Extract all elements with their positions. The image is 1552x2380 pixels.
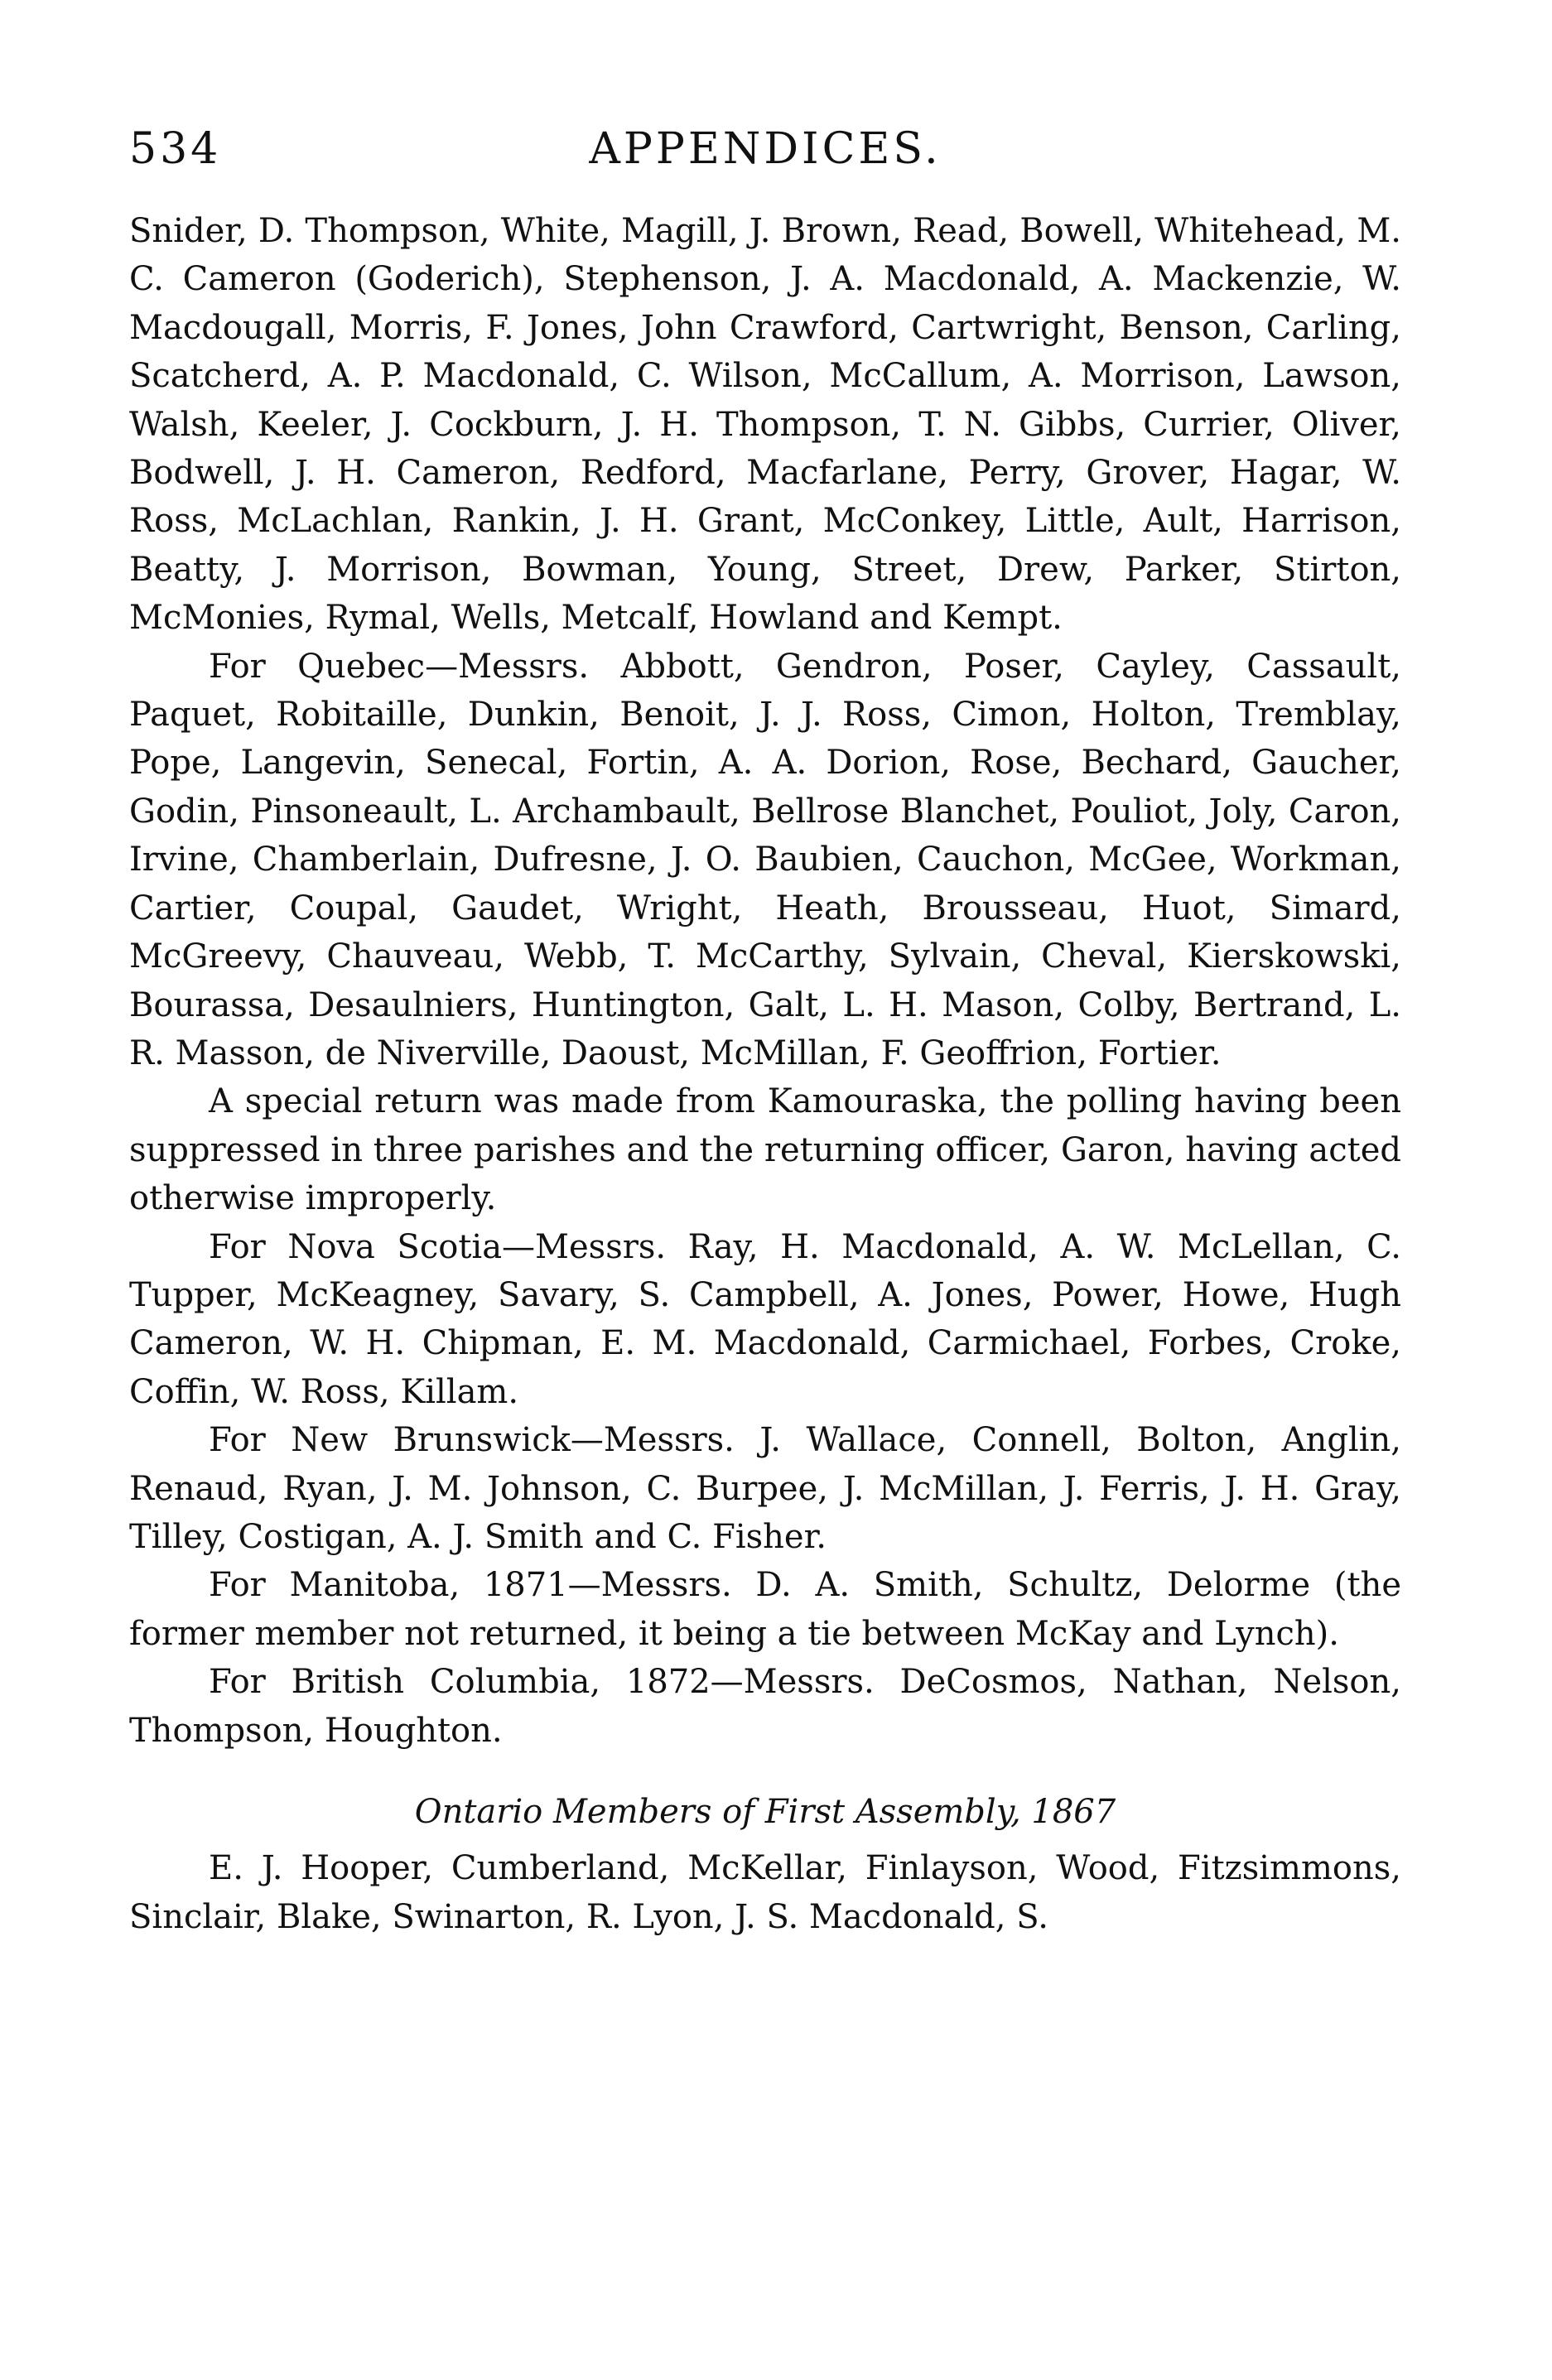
paragraph-british-columbia: For British Columbia, 1872—Messrs. DeCosmos, Nathan, Nelson, Thompson, Houghton.	[129, 1663, 1401, 1750]
paragraph-nova-scotia: For Nova Scotia—Messrs. Ray, H. Macdonald, A. W. McLellan, C. Tupper, McKeagney, Savary, S. Campbell, A. Jones, Power, Howe, Hugh Cameron, W. H. Chipman, E. M. Macdonald, Carmichael, Forbes, Croke, Coffin, W. Ross, Killam.	[129, 1227, 1401, 1411]
running-head: APPENDICES.	[589, 124, 942, 174]
paragraph-quebec: For Quebec—Messrs. Abbott, Gendron, Poser, Cayley, Cassault, Paquet, Robitaille, Dunkin, Benoit, J. J. Ross, Cimon, Holton, Tremblay, Pope, Langevin, Senecal, Fortin, A. A. Dorion, Rose, Bechard, Gaucher, Godin, Pinsoneault, L. Archambault, Bellrose Blanchet, Pouliot, Joly, Caron, Irvine, Chamberlain, Dufresne, J. O. Baubien, Cauchon, McGee, Workman, Cartier, Coupal, Gaudet, Wright, Heath, Brousseau, Huot, Simard, McGreevy, Chauveau, Webb, T. McCarthy, Sylvain, Cheval, Kierskowski, Bourassa, Desaulniers, Huntington, Galt, L. H. Mason, Colby, Bertrand, L. R. Masson, de Niverville, Daoust, McMillan, F. Geoffrion, Fortier.	[129, 647, 1401, 1072]
section-heading: Ontario Members of First Assembly, 1867	[414, 1793, 1116, 1831]
page-number: 534	[129, 124, 222, 174]
paragraph-ontario-first-assembly: E. J. Hooper, Cumberland, McKellar, Finlayson, Wood, Fitzsimmons, Sinclair, Blake, Swinarton, R. Lyon, J. S. Macdonald, S.	[129, 1849, 1401, 1936]
body-text	[129, 207, 1401, 1941]
paragraph-kamouraska-note: A special return was made from Kamouraska, the polling having been suppressed in three parishes and the returning officer, Garon, having acted otherwise improperly.	[129, 1082, 1401, 1218]
paragraph-manitoba: For Manitoba, 1871—Messrs. D. A. Smith, Schultz, Delorme (the former member not returned, it being a tie between McKay and Lynch).	[129, 1566, 1401, 1653]
paragraph-ontario-continued: Snider, D. Thompson, White, Magill, J. Brown, Read, Bowell, Whitehead, M. C. Cameron (Goderich), Stephenson, J. A. Macdonald, A. Mackenzie, W. Macdougall, Morris, F. Jones, John Crawford, Cartwright, Benson, Carling, Scatcherd, A. P. Macdonald, C. Wilson, McCallum, A. Morrison, Lawson, Walsh, Keeler, J. Cockburn, J. H. Thompson, T. N. Gibbs, Currier, Oliver, Bodwell, J. H. Cameron, Redford, Macfarlane, Perry, Grover, Hagar, W. Ross, McLachlan, Rankin, J. H. Grant, McConkey, Little, Ault, Harrison, Beatty, J. Morrison, Bowman, Young, Street, Drew, Parker, Stirton, McMonies, Rymal, Wells, Metcalf, Howland and Kempt.	[129, 212, 1401, 638]
paragraph-new-brunswick: For New Brunswick—Messrs. J. Wallace, Connell, Bolton, Anglin, Renaud, Ryan, J. M. Johnson, C. Burpee, J. McMillan, J. Ferris, J. H. Gray, Tilley, Costigan, A. J. Smith and C. Fisher.	[129, 1421, 1401, 1556]
book-page	[129, 124, 1401, 1941]
page-header	[129, 124, 1401, 207]
